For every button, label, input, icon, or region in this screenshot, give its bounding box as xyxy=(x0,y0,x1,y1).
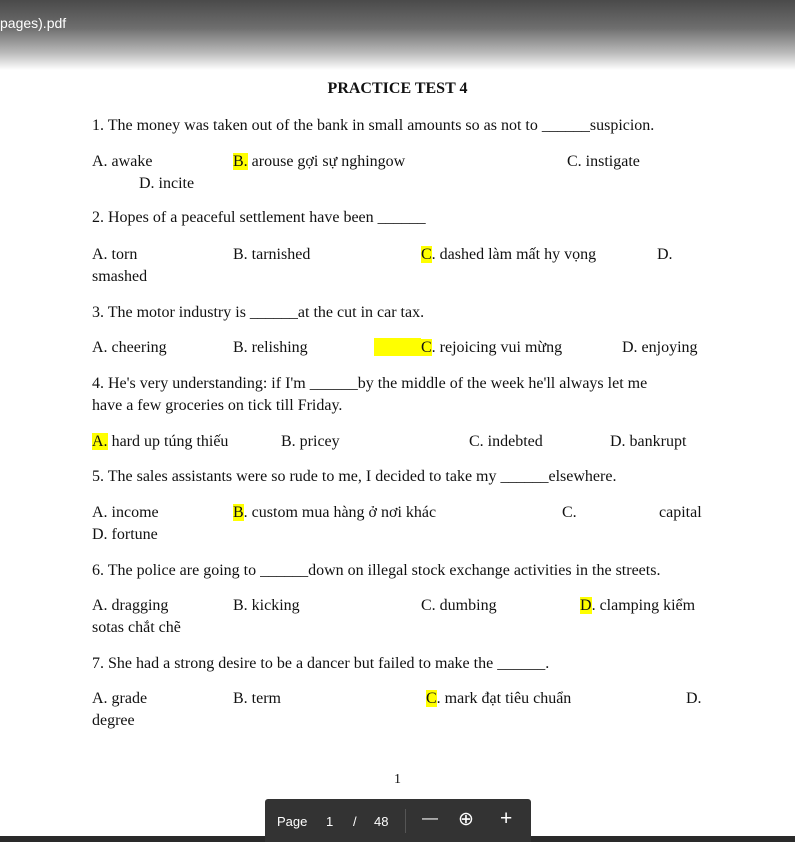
q3-option-c xyxy=(421,338,562,358)
toolbar-divider xyxy=(405,809,406,833)
zoom-out-icon[interactable]: — xyxy=(422,810,438,827)
q6-option-d xyxy=(580,596,695,616)
q7-option-d-wrap: degree xyxy=(92,712,135,729)
q5-option-c: C. xyxy=(562,504,577,521)
question-3-stem: 3. The motor industry is ______at the cut in car tax. xyxy=(92,304,425,321)
q6-option-c: C. dumbing xyxy=(421,597,497,614)
q2-option-d: D. xyxy=(657,246,673,263)
q3-answer-highlight: C xyxy=(421,339,432,356)
q4-option-a-text: hard up túng thiếu xyxy=(107,433,229,450)
q1-option-b-text: arouse gợi sự nghingow xyxy=(247,153,406,170)
file-title: pages).pdf xyxy=(0,15,67,31)
q1-option-b xyxy=(233,152,405,172)
q6-option-b: B. kicking xyxy=(233,597,300,614)
question-1-stem: 1. The money was taken out of the bank in small amounts so as not to ______suspicion. xyxy=(92,117,655,134)
q1-option-c: C. instigate xyxy=(567,153,640,170)
q3-option-c-text: . rejoicing vui mừng xyxy=(431,339,563,356)
page-label: Page xyxy=(277,814,308,829)
q4-answer-highlight: A. xyxy=(92,433,108,450)
q3-option-a: A. cheering xyxy=(92,339,167,356)
q6-option-d-text: . clamping kiểm xyxy=(591,597,696,614)
q6-option-d-wrap: sotas chắt chẽ xyxy=(92,619,181,636)
question-7-stem: 7. She had a strong desire to be a dancer but failed to make the ______. xyxy=(92,655,550,672)
question-4-stem-line2: have a few groceries on tick till Friday. xyxy=(92,397,343,414)
q1-option-a: A. awake xyxy=(92,153,153,170)
q4-option-c: C. indebted xyxy=(469,433,543,450)
q7-option-a: A. grade xyxy=(92,690,148,707)
zoom-add-icon[interactable]: + xyxy=(500,807,513,830)
current-page-input[interactable]: 1 xyxy=(326,814,334,829)
q3-option-b: B. relishing xyxy=(233,339,308,356)
q2-option-b: B. tarnished xyxy=(233,246,311,263)
viewer-top-bar xyxy=(0,0,795,70)
q7-option-c-text: . mark đạt tiêu chuẩn xyxy=(436,690,572,707)
q1-option-d: D. incite xyxy=(139,175,195,192)
q7-option-b: B. term xyxy=(233,690,281,707)
question-4-stem-line1: 4. He's very understanding: if I'm ______by the middle of the week he'll always let me xyxy=(92,375,648,392)
total-pages: 48 xyxy=(374,814,389,829)
q2-answer-highlight: C xyxy=(421,246,432,263)
q2-option-c xyxy=(421,245,596,265)
q4-option-a xyxy=(92,432,228,452)
q2-option-d-wrap: smashed xyxy=(92,268,148,285)
q4-option-b: B. pricey xyxy=(281,433,340,450)
question-5-stem: 5. The sales assistants were so rude to me, I decided to take my ______elsewhere. xyxy=(92,468,617,485)
document-title: PRACTICE TEST 4 xyxy=(327,80,468,97)
question-2-stem: 2. Hopes of a peaceful settlement have been ______ xyxy=(92,209,426,226)
q1-answer-highlight: B. xyxy=(233,153,248,170)
q7-option-d: D. xyxy=(686,690,702,707)
q2-option-c-text: . dashed làm mất hy vọng xyxy=(431,246,597,263)
q7-answer-highlight: C xyxy=(426,690,437,707)
zoom-in-icon[interactable]: ⊕ xyxy=(458,809,474,830)
q4-option-d: D. bankrupt xyxy=(610,433,687,450)
q5-answer-highlight: B xyxy=(233,504,244,521)
q3-option-d: D. enjoying xyxy=(622,339,698,356)
q7-option-c xyxy=(426,689,571,709)
q6-answer-highlight: D xyxy=(580,597,592,614)
page-separator: / xyxy=(353,814,357,829)
q6-option-a: A. dragging xyxy=(92,597,169,614)
q5-option-a: A. income xyxy=(92,504,159,521)
q5-option-b xyxy=(233,503,436,523)
q5-option-d: D. fortune xyxy=(92,526,158,543)
pdf-page-toolbar xyxy=(265,799,531,842)
page-number: 1 xyxy=(394,772,401,787)
q3-highlight-block xyxy=(374,338,421,356)
pdf-page xyxy=(0,70,795,842)
q5-option-b-text: . custom mua hàng ở nơi khác xyxy=(243,504,437,521)
question-6-stem: 6. The police are going to ______down on illegal stock exchange activities in the streets. xyxy=(92,562,661,579)
q5-option-c-word: capital xyxy=(659,504,702,521)
q2-option-a: A. torn xyxy=(92,246,138,263)
